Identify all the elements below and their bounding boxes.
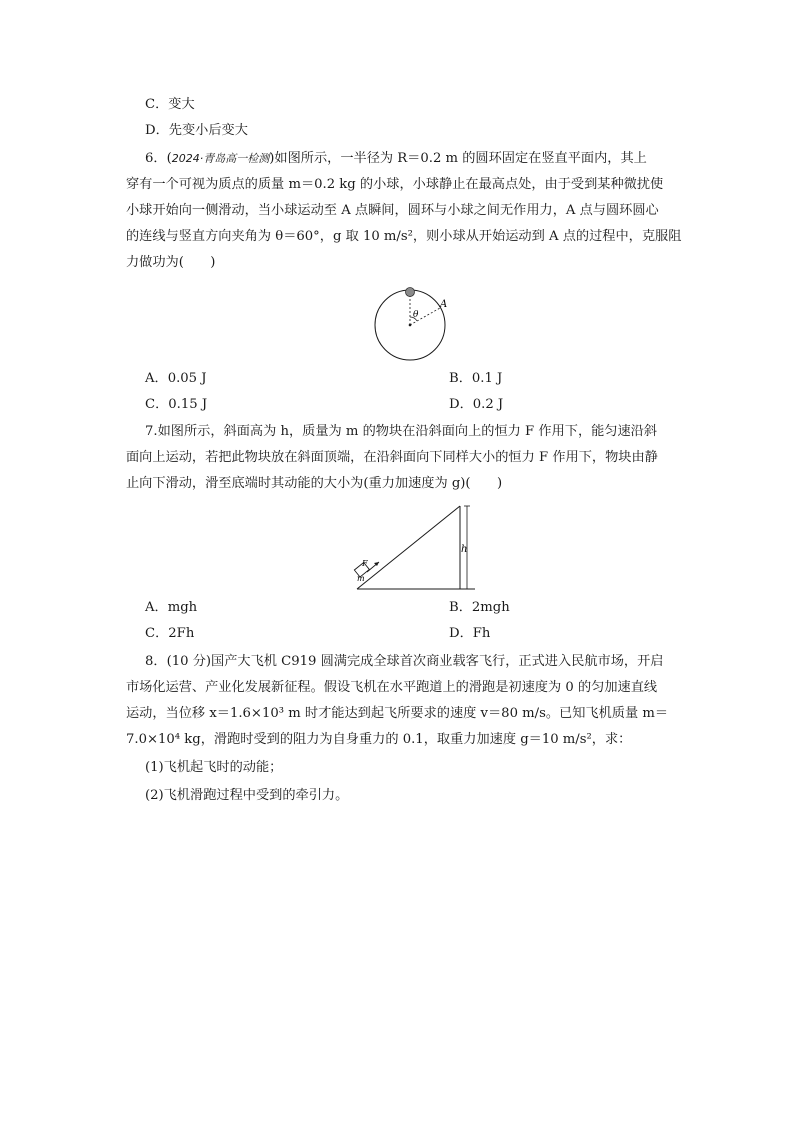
q6-number: 6．( <box>145 151 172 166</box>
q8-sub-1: (1)飞机起飞时的动能； <box>145 760 283 775</box>
mass-label: m <box>357 574 365 583</box>
q7-line-1: 7.如图所示，斜面高为 h，质量为 m 的物块在沿斜面向上的恒力 F 作用下，能匀速沿斜 <box>145 424 658 439</box>
q6-text-1: )如图所示，一半径为 R＝0.2 m 的圆环固定在竖直平面内，其上 <box>269 151 647 166</box>
height-label: h <box>461 544 468 555</box>
q7-line-3: 止向下滑动，滑至底端时其动能的大小为(重力加速度为 g)( ) <box>126 476 503 491</box>
q5-option-c: C．变大 <box>145 97 195 112</box>
ring-center-dot <box>409 324 412 327</box>
q8-sub-2: (2)飞机滑跑过程中受到的牵引力。 <box>145 788 349 803</box>
q6-line-5: 力做功为( ) <box>126 255 216 270</box>
q6-line-1 <box>145 148 647 170</box>
q7-incline-figure <box>345 500 485 595</box>
q8-line-1: 8．(10 分)国产大飞机 C919 圆满完成全球首次商业载客飞行，正式进入民航市场，开启 <box>145 654 664 669</box>
q8-line-2: 市场化运营、产业化发展新征程。假设飞机在水平跑道上的滑跑是初速度为 0 的匀加速直线 <box>126 680 658 695</box>
q7-option-d: D．Fh <box>449 626 491 641</box>
q6-ring-figure <box>368 282 458 364</box>
q7-option-b: B．2mgh <box>449 600 510 615</box>
q6-option-d: D．0.2 J <box>449 397 504 412</box>
q7-line-2: 面向上运动，若把此物块放在斜面顶端，在沿斜面向下同样大小的恒力 F 作用下，物块由静 <box>126 450 658 465</box>
q6-option-a: A．0.05 J <box>145 371 207 386</box>
point-a-label: A <box>440 299 448 310</box>
q8-line-4: 7.0×10⁴ kg，滑跑时受到的阻力为自身重力的 0.1，取重力加速度 g＝10 m/s²，求： <box>126 732 632 747</box>
incline-surface <box>357 506 460 589</box>
q5-option-d: D．先变小后变大 <box>145 123 248 138</box>
q7-option-a: A．mgh <box>145 600 198 615</box>
q6-line-2: 穿有一个可视为质点的质量 m＝0.2 kg 的小球，小球静止在最高点处，由于受到某种微扰使 <box>126 177 664 192</box>
q6-option-c: C．0.15 J <box>145 397 208 412</box>
q6-line-4: 的连线与竖直方向夹角为 θ＝60°，g 取 10 m/s²，则小球从开始运动到 A 点的过程中，克服阻 <box>126 229 682 244</box>
q6-option-b: B．0.1 J <box>449 371 503 386</box>
q8-line-3: 运动，当位移 x＝1.6×10³ m 时才能达到起飞所要求的速度 v＝80 m/s。已知飞机质量 m＝ <box>126 706 669 721</box>
q6-line-3: 小球开始向一侧滑动，当小球运动至 A 点瞬间，圆环与小球之间无作用力，A 点与圆环圆心 <box>126 203 659 218</box>
q7-option-c: C．2Fh <box>145 626 195 641</box>
q6-source: 2024·青岛高一检测 <box>171 152 270 165</box>
angle-label: θ <box>413 310 419 320</box>
ball-at-top <box>406 288 415 297</box>
force-label: F <box>362 559 368 568</box>
